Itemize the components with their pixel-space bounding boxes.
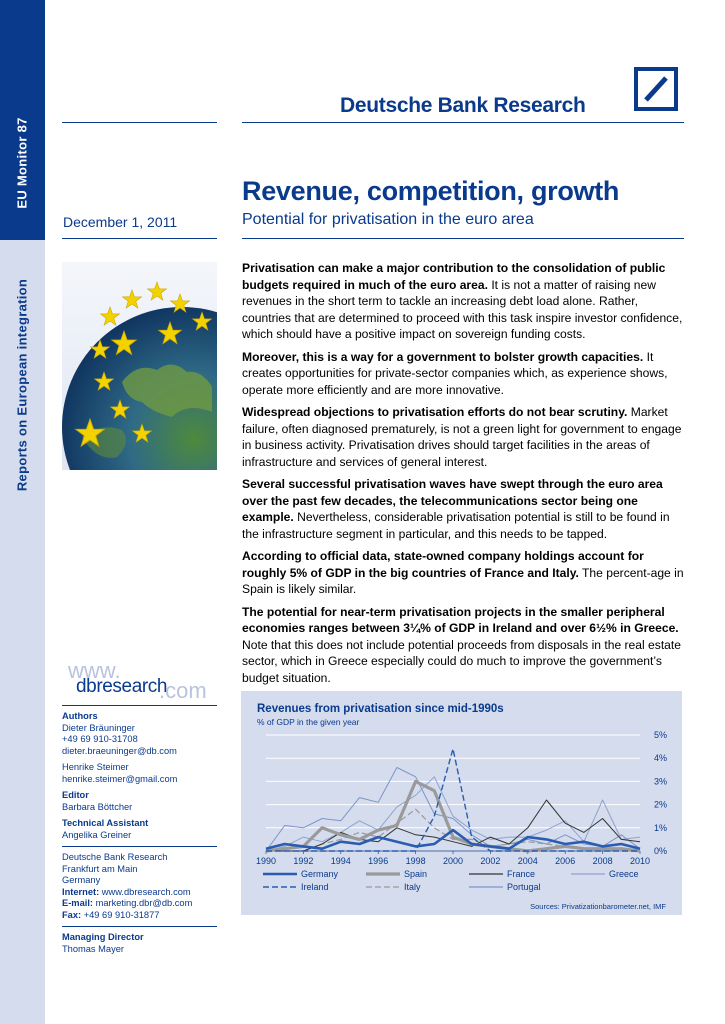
credits-rule [62,705,217,706]
paragraph-lead: Moreover, this is a way for a government to bolster growth capacities. [242,349,644,364]
paragraph-body: Nevertheless, considerable privatisation potential is still to be found in the infrastructure segment in particular, and this needs to be tapped. [242,510,670,541]
x-tick-label: 2002 [480,856,501,866]
legend-label-spain: Spain [404,869,428,879]
paragraph [242,476,687,542]
paragraph-lead: Privatisation can make a major contribution to the consolidation of public budgets required in much of the euro area. [242,261,666,292]
website-name: dbresearch [76,676,168,697]
legend-label-ireland: Ireland [301,882,329,892]
header-rule-left [62,122,217,123]
x-tick-label: 2000 [442,856,464,866]
internet-value[interactable]: www.dbresearch.com [99,886,191,897]
paragraph [242,260,687,343]
monitor-label: EU Monitor 87 [14,117,30,209]
website-logo[interactable] [64,658,224,704]
deutsche-bank-logo-icon [634,67,678,111]
y-tick-label: 1% [654,822,668,833]
y-tick-label: 3% [654,776,668,787]
fax-line [62,910,217,922]
paragraph-lead: According to official data, state-owned company holdings account for roughly 5% of GDP in the big countries of France and Italy. [242,549,644,580]
x-tick-label: 1994 [330,856,351,866]
address-line: Frankfurt am Main [62,863,138,874]
paragraph-body: Note that this does not include potential proceeds from disposals in the real estate sector, which in Greece especially could do much to improve the government’s budget situation. [242,637,681,685]
x-tick-label: 1992 [293,856,314,866]
credits-divider [62,926,217,927]
managing-director-label: Managing Director [62,932,144,942]
legend-label-italy: Italy [404,882,421,892]
title-rule-left [62,238,217,239]
legend-label-portugal: Portugal [507,882,541,892]
author-phone: +49 69 910-31708 [62,734,138,744]
paragraph-body: It is not a matter of raising new revenues in the short term to tackle an increasing debt load alone. Rather, countries that are determined to proceed with this task inspire investor confidence, which should have a positive impact on sovereign funding costs. [242,277,683,341]
summary-text [242,260,687,692]
paragraph-lead: The potential for near-term privatisation projects in the smaller peripheral economies ranges between 3¼% of GDP in Ireland and over 6½% in Greece. [242,604,679,635]
y-tick-label: 4% [654,753,668,764]
chart-subtitle: % of GDP in the given year [257,717,360,727]
website-tld: .com [159,678,207,703]
header-rule-right [242,122,684,123]
internet-label: Internet: [62,886,100,897]
publication-date: December 1, 2011 [63,214,178,230]
x-tick-label: 2006 [555,856,576,866]
paragraph [242,349,687,399]
y-tick-label: 0% [654,846,668,856]
y-tick-label: 5% [654,730,668,740]
paragraph-lead: Widespread objections to privatisation efforts do not bear scrutiny. [242,405,628,419]
authors-label: Authors [62,711,98,721]
paragraph [242,548,687,598]
x-tick-label: 2004 [517,856,538,866]
paragraph-body: Market failure, often diagnosed prematurely, is not a green light for government to engage in business activity. Privatisation drives should target facilities in the areas of infrastructure and services of general interest. [242,405,682,469]
x-tick-label: 1998 [405,856,426,866]
legend-label-france: France [507,869,536,879]
chart-source: Sources: Privatizationbarometer.net, IMF [530,902,666,911]
address-line: Germany [62,875,101,885]
technical-assistant-label: Technical Assistant [62,818,149,828]
title-rule-right [242,238,684,239]
series-label: Reports on European integration [14,278,30,492]
y-tick-label: 2% [654,799,668,810]
editor-name: Barbara Böttcher [62,801,133,812]
internet-line[interactable] [62,887,217,899]
fax-label: Fax: [62,909,82,920]
paragraph-body: It creates opportunities for private-sector companies which, as experience shows, operate more efficiently and are more innovative. [242,349,668,397]
author-email[interactable]: dieter.braeuninger@db.com [62,745,177,756]
editor-label: Editor [62,790,89,800]
paragraph-lead: Several successful privatisation waves have swept through the euro area over the past few decades, the telecommunications sector being one example. [242,477,663,524]
series-line-france [266,800,640,851]
paragraph [242,404,687,470]
fax-value: +49 69 910-31877 [81,909,160,920]
privatisation-chart [241,691,682,915]
credits-divider [62,846,217,847]
legend-label-germany: Germany [301,869,339,879]
paragraph-body: The percent-age in Spain is likely similar. [242,565,684,596]
website-www: www. [68,658,121,683]
x-tick-label: 1990 [255,856,277,866]
email-value[interactable]: marketing.dbr@db.com [93,898,193,908]
x-tick-label: 2008 [592,856,613,866]
x-tick-label: 2010 [629,856,651,866]
page-subtitle: Potential for privatisation in the euro area [242,211,534,228]
author-name: Henrike Steimer [62,762,129,772]
legend-label-greece: Greece [609,869,639,879]
sidebar [0,0,45,1024]
chart-plot [241,691,682,915]
brand-name: Deutsche Bank Research [340,94,586,117]
managing-director-name: Thomas Mayer [62,943,124,954]
page-title: Revenue, competition, growth [242,176,620,206]
author-email[interactable]: henrike.steimer@gmail.com [62,773,178,784]
technical-assistant-name: Angelika Greiner [62,829,132,840]
email-line[interactable] [62,898,217,910]
email-label: E-mail: [62,898,93,908]
x-tick-label: 1996 [368,856,389,866]
chart-title: Revenues from privatisation since mid-1990s [257,703,504,715]
address-line: Deutsche Bank Research [62,852,168,862]
eu-stars-globe-image [62,262,217,470]
paragraph [242,604,687,687]
credits-panel [62,711,217,960]
author-name: Dieter Bräuninger [62,722,135,733]
